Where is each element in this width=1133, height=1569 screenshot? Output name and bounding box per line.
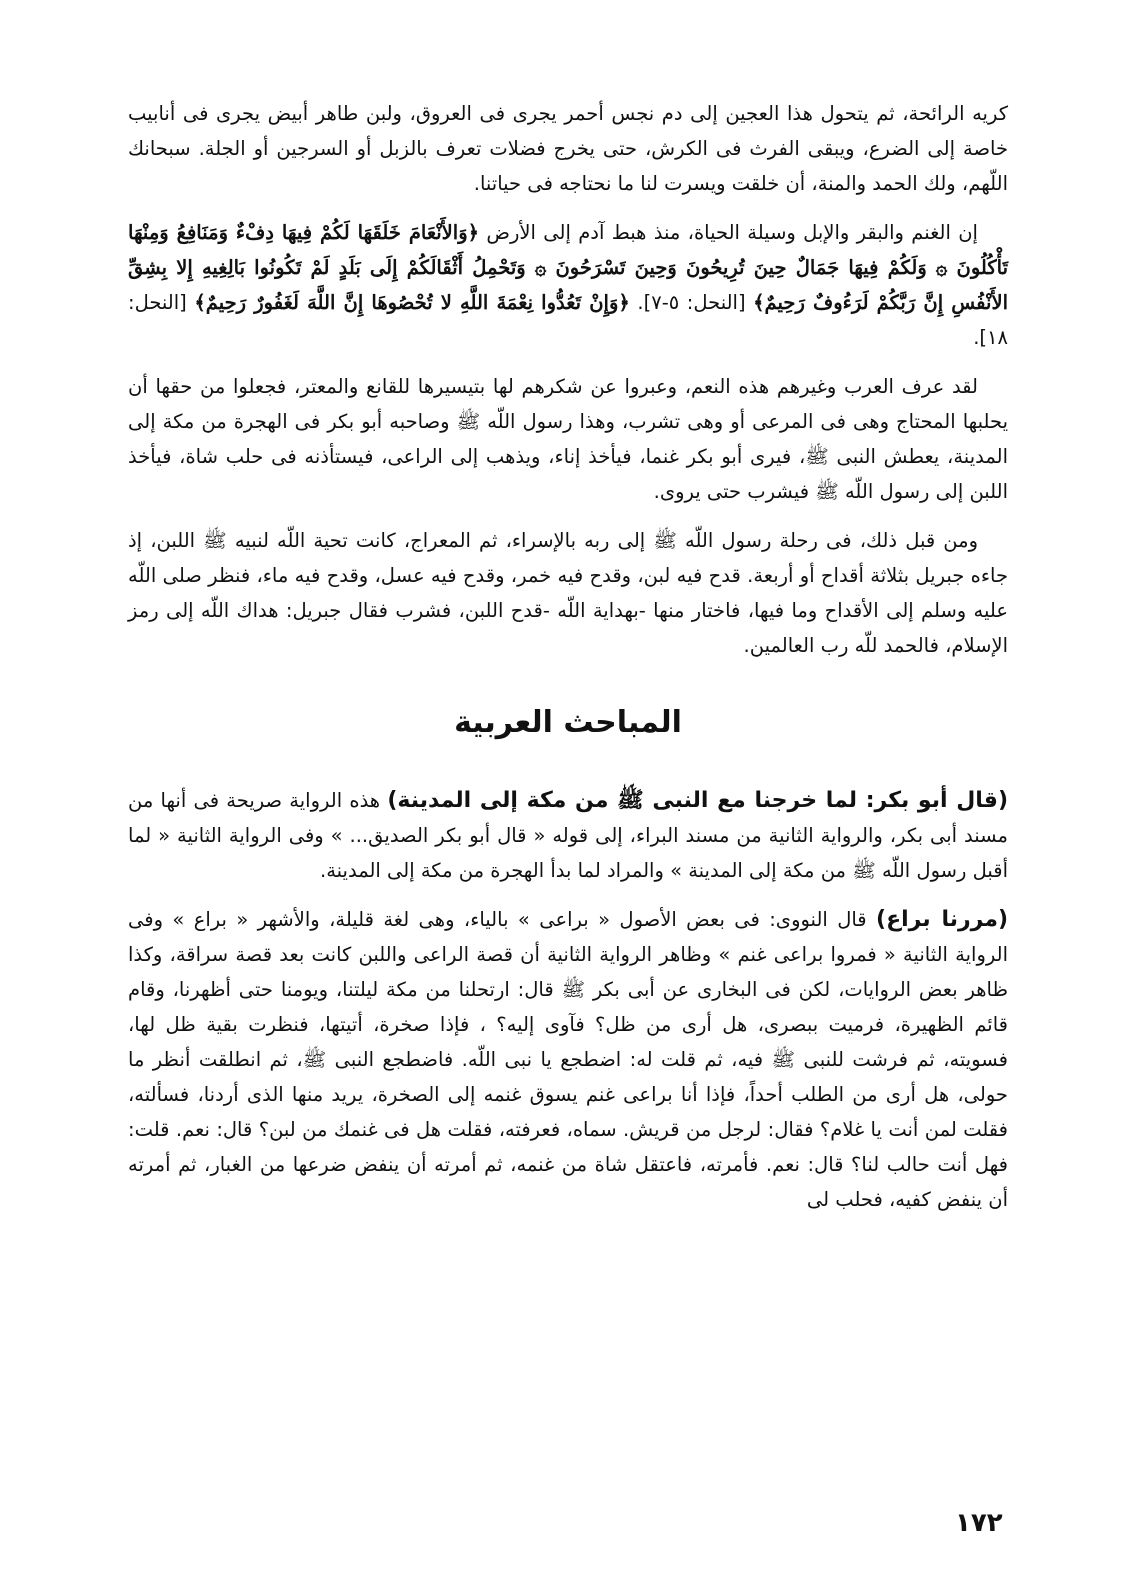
- paragraph-3: لقد عرف العرب وغيرهم هذه النعم، وعبروا عن شكرهم لها بتيسيرها للقانع والمعتر، فجعلوا من حقها أن يحلبها المحتاج وهى فى المرعى أو وهى تشرب، وهذا رسول اللّه ﷺ وصاحبه أبو بكر فى الهجرة من مكة إلى المدينة، يعطش النبى ﷺ، فيرى أبو بكر غنما، فيأخذ إناء، ويذهب إلى الراعى، فيستأذنه فى حلب شاة، فيأخذ اللبن إلى رسول اللّه ﷺ فيشرب حتى يروى.: [128, 375, 1008, 503]
- section-paragraph-2: [128, 902, 1008, 1217]
- section-title: المباحث العربية: [454, 705, 682, 740]
- paragraph-4: ومن قبل ذلك، فى رحلة رسول اللّه ﷺ إلى ربه بالإسراء، ثم المعراج، كانت تحية اللّه لنبيه ﷺ اللبن، إذ جاءه جبريل بثلاثة أقداح أو أربعة. قدح فيه لبن، وقدح فيه خمر، وقدح فيه عسل، وقدح فيه ماء، فنظر صلى اللّه عليه وسلم إلى الأقداح وما فيها، فاختار منها -بهداية اللّه -قدح اللبن، فشرب فقال جبريل: هداك اللّه إلى رمز الإسلام، فالحمد للّه رب العالمين.: [128, 529, 1008, 657]
- paragraph-1: كريه الرائحة، ثم يتحول هذا العجين إلى دم نجس أحمر يجرى فى العروق، ولبن طاهر أبيض يجرى فى أنابيب خاصة إلى الضرع، ويبقى الفرث فى الكرش، حتى يخرج فضلات تعرف بالزبل أو السرجين أو الجلة. سبحانك اللّهم، ولك الحمد والمنة، أن خلقت ويسرت لنا ما نحتاجه فى حياتنا.: [128, 102, 1008, 195]
- quran-reference-2: [النحل: ١٨].: [128, 291, 1008, 349]
- section-paragraph-1-body: هذه الرواية صريحة فى أنها من مسند أبى بكر، والرواية الثانية من مسند البراء، إلى قوله « قال أبو بكر الصديق... » وفى الرواية الثانية « لما أقبل رسول اللّه ﷺ من مكة إلى المدينة » والمراد لما بدأ الهجرة من مكة إلى المدينة.: [128, 789, 1008, 882]
- quran-verse-1: ﴿وَالأَنْعَامَ خَلَقَهَا لَكُمْ فِيهَا دِفْءٌ وَمَنَافِعُ وَمِنْهَا تَأْكُلُونَ ۞ وَلَكُمْ فِيهَا جَمَالٌ حِينَ تُرِيحُونَ وَحِينَ تَسْرَحُونَ ۞ وَتَحْمِلُ أَثْقَالَكُمْ إِلَى بَلَدٍ لَمْ تَكُونُوا بَالِغِيهِ إِلا بِشِقِّ الأَنْفُسِ إِنَّ رَبَّكُمْ لَرَءُوفٌ رَحِيمٌ﴾: [128, 221, 1009, 314]
- section-paragraph-1: [128, 783, 1008, 888]
- page-body: [128, 96, 1008, 1231]
- quran-verse-2: ﴿وَإِنْ تَعُدُّوا نِعْمَةَ اللَّهِ لا تُحْصُوهَا إِنَّ اللَّهَ لَغَفُورٌ رَحِيمٌ﴾: [194, 291, 630, 314]
- section-paragraph-2-lead: (مررنا براع): [876, 907, 1009, 932]
- paragraph-2: [128, 215, 1008, 355]
- page-number: ١٧٢: [955, 1508, 1003, 1538]
- paragraph-2-intro: إن الغنم والبقر والإبل وسيلة الحياة، منذ هبط آدم إلى الأرض: [479, 221, 978, 244]
- section-paragraph-2-body: قال النووى: فى بعض الأصول « براعى » بالياء، وهى لغة قليلة، والأشهر « براع » وفى الرواية الثانية « فمروا براعى غنم » وظاهر الرواية الثانية أن قصة الراعى واللبن كانت بعد قصة سراقة، وكذا ظاهر بعض الروايات، لكن فى البخارى عن أبى بكر ﷺ قال: ارتحلنا من مكة ليلتنا، ويومنا حتى أظهرنا، وقام قائم الظهيرة، فرميت ببصرى، هل أرى من ظل؟ فآوى إليه؟ ، فإذا صخرة، أتيتها، فنظرت بقية ظل لها، فسويته، ثم فرشت للنبى ﷺ فيه، ثم قلت له: اضطجع يا نبى اللّه. فاضطجع النبى ﷺ، ثم انطلقت أنظر ما حولى، هل أرى من الطلب أحداً، فإذا أنا براعى غنم يسوق غنمه إلى الصخرة، يريد منها الذى أردنا، فسألته، فقلت لمن أنت يا غلام؟ فقال: لرجل من قريش. سماه، فعرفته، فقلت هل فى غنمك من لبن؟ قال: نعم. قلت: فهل أنت حالب لنا؟ قال: نعم. فأمرته، فاعتقل شاة من غنمه، ثم أمرته أن ينفض ضرعها من الغبار، ثم أمرته أن ينفض كفيه، فحلب لى: [128, 908, 1008, 1211]
- section-paragraph-1-lead: (قال أبو بكر: لما خرجنا مع النبى ﷺ من مكة إلى المدينة): [387, 788, 1009, 813]
- quran-reference-1: [النحل: ٥-٧].: [629, 291, 754, 314]
